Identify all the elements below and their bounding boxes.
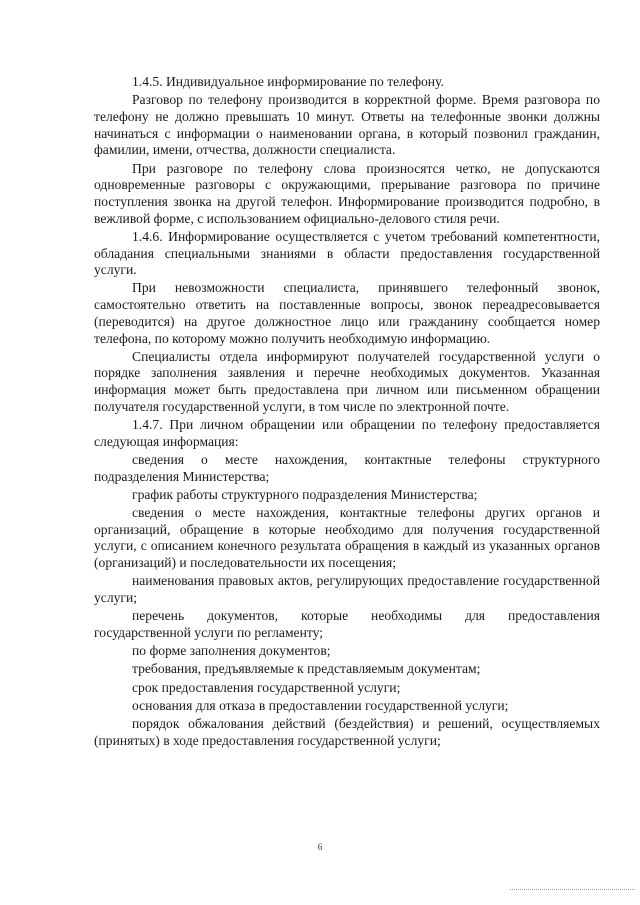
list-item-location-info: сведения о месте нахождения, контактные телефоны структурного подразделения Министерства;	[94, 451, 600, 484]
list-item-requirements: требования, предъявляемые к представляемым документам;	[132, 661, 481, 677]
list-item-other-bodies: сведения о месте нахождения, контактные телефоны других органов и организаций, обращение в которые необходимо для получения государственной услуги, с описанием конечного результата обращения в каждый из указанных органов (организаций) и последовательности их посещения;	[94, 505, 600, 571]
paragraph-1-4-6: 1.4.6. Информирование осуществляется с учетом требований компетентности, обладания специальными знаниями в области предоставления государственной услуги.	[94, 228, 600, 278]
list-item-service-term: срок предоставления государственной услуги;	[132, 679, 401, 695]
list-item-form-filling: по форме заполнения документов;	[132, 643, 331, 659]
page-number: 6	[317, 842, 323, 852]
list-item-refusal-grounds: основания для отказа в предоставлении государственной услуги;	[132, 697, 509, 713]
list-item-appeal-procedure: порядок обжалования действий (бездействия) и решений, осуществляемых (принятых) в ходе предоставления государственной услуги;	[94, 716, 600, 748]
list-item-legal-acts: наименования правовых актов, регулирующих предоставление государственной услуги;	[94, 573, 600, 606]
paragraph-call-redirect: При невозможности специалиста, принявшего телефонный звонок, самостоятельно ответить на поставленные вопросы, звонок переадресовывается (переводится) на другое должностное лицо или гражданину сообщается номер телефона, по которому можно получить необходимую информацию.	[94, 280, 600, 346]
paragraph-department-info: Специалисты отдела информируют получателей государственной услуги о порядке заполнения заявления и перечне необходимых документов. Указанная информация может быть предоставлена при личном или письменном обращении получателя государственной услуги, в том числе по электронной почте.	[94, 348, 600, 414]
list-item-work-schedule: график работы структурного подразделения Министерства;	[132, 486, 478, 502]
paragraph-call-duration: Разговор по телефону производится в корректной форме. Время разговора по телефону не должно превышать 10 минут. Ответы на телефонные звонки должны начинаться с информации о наименовании органа, в который позвонил гражданин, фамилии, имени, отчества, должности специалиста.	[94, 92, 600, 158]
scan-edge-rule	[510, 889, 635, 890]
paragraph-call-etiquette: При разговоре по телефону слова произносятся четко, не допускаются одновременные разговоры с окружающими, прерывание разговора по причине поступления звонка на другой телефон. Информирование производится подробно, в вежливой форме, с использованием официально-делового стиля речи.	[94, 160, 600, 226]
document-body	[94, 74, 600, 751]
paragraph-1-4-7: 1.4.7. При личном обращении или обращении по телефону предоставляется следующая информация:	[94, 417, 600, 449]
paragraph-1-4-5-heading: 1.4.5. Индивидуальное информирование по телефону.	[132, 74, 444, 89]
list-item-documents-list: перечень документов, которые необходимы для предоставления государственной услуги по регламенту;	[94, 608, 600, 640]
